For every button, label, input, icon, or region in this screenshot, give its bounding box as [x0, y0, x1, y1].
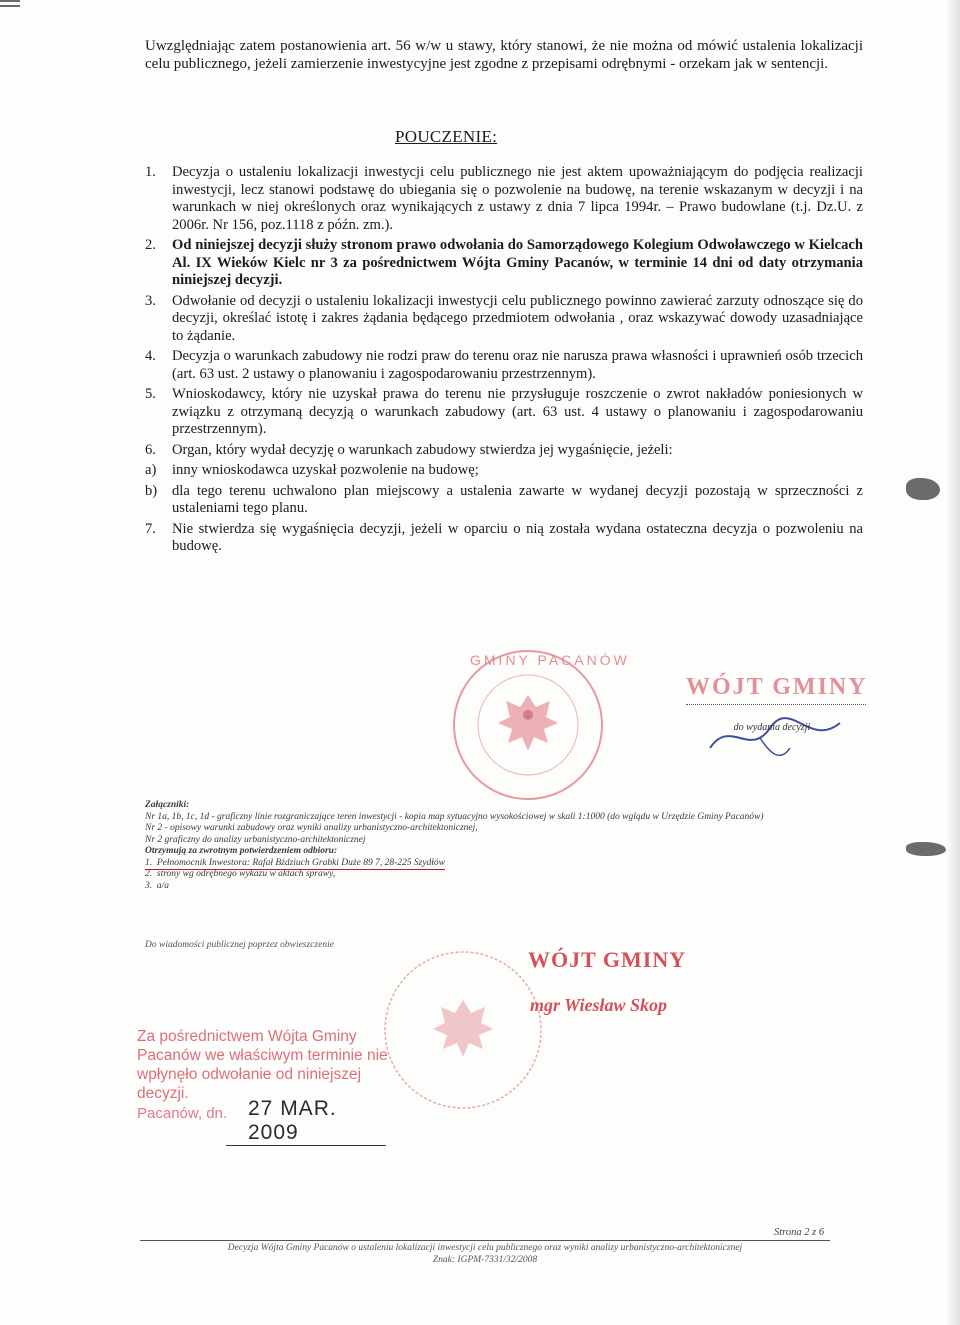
scan-artifact — [0, 0, 20, 12]
item-number: a) — [145, 462, 157, 478]
item-number: 6. — [145, 441, 156, 458]
item-number: 7. — [145, 520, 156, 537]
attachment-line: Nr 1a, 1b, 1c, 1d - graficzny linie rozgraniczające teren inwestycji - kopia map sytuacyjno wysokościowej w skali 1:1000 (do wglądu w Urzędzie Gminy Pacanów) — [145, 811, 764, 822]
recipient-number: 3. — [145, 880, 153, 891]
list-item — [145, 237, 863, 290]
recipients-title: Otrzymują za zwrotnym potwierdzeniem odbioru: — [145, 846, 338, 856]
item-number: 5. — [145, 386, 156, 402]
intro-paragraph: Uwzględniając zatem postanowienia art. 56 w/w u stawy, który stanowi, że nie można od mówić ustalenia lokalizacji celu publicznego, jeżeli zamierzenie inwestycyjne jest zgodne z przepisami odrębnymi - orzekam jak w sentencji. — [145, 38, 863, 72]
date-label: Pacanów, dn. — [137, 1105, 228, 1122]
scan-blot — [906, 478, 940, 500]
list-item — [145, 164, 863, 234]
attachment-line: Nr 2 - opisowy warunki zabudowy oraz wyniki analizy urbanistyczno-architektonicznej, — [145, 823, 478, 833]
item-number: 1. — [145, 164, 156, 180]
item-text: Nie stwierdza się wygaśnięcia decyzji, jeżeli w oparciu o nią została wydana ostateczna decyzja o pozwoleniu na budowę. — [172, 520, 863, 554]
footer-reference: Znak: IGPM-7331/32/2008 — [432, 1254, 538, 1265]
footer-title: Decyzja Wójta Gminy Pacanów o ustaleniu lokalizacji inwestycji celu publicznego oraz wyniki analizy urbanistyczno-architektonicznej — [227, 1243, 743, 1253]
item-text: Od niniejszej decyzji służy stronom prawo odwołania do Samorządowego Kolegium Odwoławczego w Kielcach Al. IX Wieków Kielc nr 3 za pośrednictwem Wójta Gminy Pacanów, w terminie 14 dni od daty otrzymania niniejszej decyzji. — [172, 237, 863, 288]
scan-blot — [906, 842, 946, 856]
attachments-title: Załączniki: — [145, 800, 190, 810]
recipient-text: strony wg odrębnego wykazu w aktach sprawy, — [156, 869, 336, 879]
finality-stamp-text: Za pośrednictwem Wójta Gminy Pacanów we właściwym terminie nie wpłynęło odwołanie od niniejszej decyzji. — [137, 1028, 388, 1102]
recipient-text: a/a — [156, 880, 170, 891]
item-number: 2. — [145, 237, 156, 253]
item-number: 3. — [145, 292, 156, 309]
attachment-line: Nr 2 graficzny do analizy urbanistyczno-architektonicznej — [145, 834, 366, 845]
page-number: Strona 2 z 6 — [774, 1227, 825, 1238]
item-number: b) — [145, 482, 158, 499]
section-heading: POUCZENIE: — [395, 127, 498, 146]
item-number: 4. — [145, 348, 156, 364]
recipient-text: Pełnomocnik Inwestora: Rafał Bździuch Grabki Duże 89 7, 28-225 Szydłów — [156, 857, 446, 868]
item-text: Wnioskodawcy, który nie uzyskał prawa do terenu nie przysługuje roszczenie o zwrot nakładów poniesionych w związku z otrzymaną decyzją o warunkach zabudowy (art. 63 ust. 4 ustawy o planowaniu i zagospodarowaniu przestrzennym). — [172, 386, 863, 437]
recipient-line — [145, 881, 875, 893]
item-text: dla tego terenu uchwalono plan miejscowy a ustalenia zawarte w wydanej decyzji pozostają w sprzeczności z ustaleniami tego planu. — [172, 482, 863, 516]
list-item — [145, 442, 863, 460]
item-text: Organ, który wydał decyzję o warunkach zabudowy stwierdza jej wygaśnięcie, jeżeli: — [172, 441, 673, 458]
recipient-number: 1. — [145, 857, 153, 868]
recipient-line — [145, 869, 875, 881]
list-item — [145, 462, 863, 480]
footer-divider — [140, 1240, 830, 1241]
list-item — [145, 386, 863, 439]
list-item — [145, 293, 863, 346]
recipient-line — [145, 858, 875, 870]
mayor-stamp-title: WÓJT GMINY — [686, 674, 868, 700]
item-text: inny wnioskodawca uzyskał pozwolenie na budowę; — [172, 462, 479, 478]
signature-caption: do wydania decyzji — [733, 722, 811, 733]
seal-ring-text: GMINY PACANÓW — [470, 652, 630, 668]
instruction-list — [145, 164, 863, 559]
official-seal-stamp — [448, 645, 608, 805]
attachments-section — [145, 800, 875, 892]
handwritten-signature — [700, 708, 850, 768]
mayor-name-stamp: mgr Wiesław Skop — [530, 995, 668, 1015]
list-item — [145, 483, 863, 518]
page-footer — [140, 1243, 830, 1266]
item-text: Decyzja o ustaleniu lokalizacji inwestycji celu publicznego nie jest aktem upoważniającym do podjęcia realizacji inwestycji, lecz stanowi podstawę do ubiegania się o pozwolenie na budowę, na terenie wskazanym w decyzji i na warunkach w niej określonych oraz wynikających z ustawy z dnia 7 lipca 1994r. – Prawo budowlane (t.j. Dz.U. z 2006r. Nr 156, poz.1118 z późn. zm.). — [172, 164, 863, 233]
signature-line — [686, 704, 866, 705]
list-item — [145, 521, 863, 556]
item-text: Decyzja o warunkach zabudowy nie rodzi praw do terenu oraz nie narusza prawa własności i uprawnień osób trzecich (art. 63 ust. 2 ustawy o planowaniu i zagospodarowaniu przestrzennym). — [172, 348, 863, 382]
recipient-number: 2. — [145, 869, 153, 879]
item-text: Odwołanie od decyzji o ustaleniu lokalizacji inwestycji celu publicznego powinno zawierać zarzuty odnoszące się do decyzji, określać istotę i zakres żądania będącego przedmiotem odwołania , oraz wskazywać dowody uzasadniające to żądanie. — [172, 292, 863, 344]
list-item — [145, 348, 863, 383]
public-notice-line: Do wiadomości publicznej poprzez obwieszczenie — [145, 940, 334, 950]
date-stamp-value: 27 MAR. 2009 — [226, 1097, 386, 1146]
mayor-stamp-title: WÓJT GMINY — [528, 947, 687, 972]
scan-edge-shadow — [946, 0, 960, 1325]
